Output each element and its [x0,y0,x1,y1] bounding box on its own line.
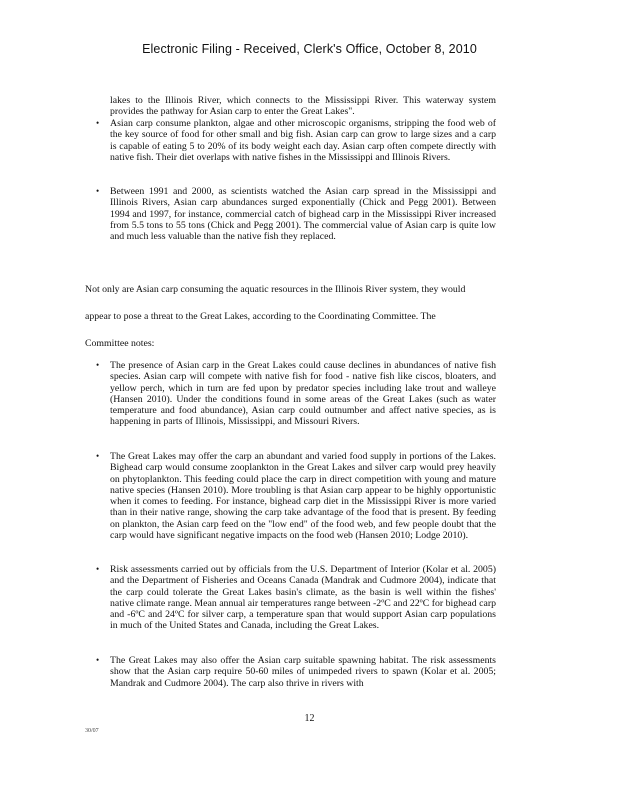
list-item-text: The presence of Asian carp in the Great Lakes could cause declines in abundances of native fish species. Asian carp will compete with native fish for food - native fish like ciscos, bloaters, and yellow perch, which in turn are fed upon by predator species including lake trout and walleye (Hansen 2010). Under the conditions found in some areas of the Great Lakes (such as water temperature and food abundance), Asian carp could outnumber and affect native species, as is happening in parts of Illinois, Mississippi, and Missouri Rivers. [110,360,496,428]
bullet-icon: • [96,186,100,196]
list-item-text: Asian carp consume plankton, algae and other microscopic organisms, stripping the food web of the key source of food for other small and big fish. Asian carp can grow to large sizes and a carp is capable of eating 5 to 20% of its body weight each day. Asian carp often compete directly with native fish. Their diet overlaps with native fishes in the Mississippi and Illinois Rivers. [110,118,496,163]
list-item-text: The Great Lakes may also offer the Asian carp suitable spawning habitat. The risk assessments show that the Asian carp require 50-60 miles of unimpeded rivers to spawn (Kolar et al. 2005; Mandrak and Cudmore 2004). The carp also thrive in rivers with [110,655,496,689]
paragraph-line: Not only are Asian carp consuming the aquatic resources in the Illinois River system, they would [85,284,466,295]
list-item: lakes to the Illinois River, which connects to the Mississippi River. This waterway system provides the pathway for Asian carp to enter the Great Lakes". [110,95,496,118]
paragraph-line: appear to pose a threat to the Great Lakes, according to the Coordinating Committee. The [85,311,436,322]
list-item [96,564,496,632]
page-number: 12 [304,713,315,724]
bullet-icon: • [96,564,100,574]
bullet-icon: • [96,655,100,665]
list-item [96,186,496,243]
list-item [96,118,496,163]
footer-code: 30/07 [85,728,99,734]
list-item [96,360,496,428]
list-item [96,451,496,542]
page-header: Electronic Filing - Received, Clerk's Office, October 8, 2010 [142,42,477,56]
bullet-icon: • [96,451,100,461]
list-item-text: Risk assessments carried out by officials from the U.S. Department of Interior (Kolar et al. 2005) and the Department of Fisheries and Oceans Canada (Mandrak and Cudmore 2004), indicate that the carp could tolerate the Great Lakes basin's climate, as the basin is well within the fishes' native climate range. Mean annual air temperatures range between -2ºC and 22ºC for bighead carp and -6ºC and 24ºC for silver carp, a temperature span that would support Asian carp populations in much of the United States and Canada, including the Great Lakes. [110,564,496,632]
list-item [96,655,496,689]
list-item-text: Between 1991 and 2000, as scientists watched the Asian carp spread in the Mississippi and Illinois Rivers, Asian carp abundances surged exponentially (Chick and Pegg 2001). Between 1994 and 1997, for instance, commercial catch of bighead carp in the Mississippi River increased from 5.5 tons to 55 tons (Chick and Pegg 2001). The commercial value of Asian carp is quite low and much less valuable than the native fish they replaced. [110,186,496,243]
bullet-icon: • [96,118,100,128]
paragraph-line: Committee notes: [85,338,155,349]
list-item-text: The Great Lakes may offer the carp an abundant and varied food supply in portions of the Lakes. Bighead carp would consume zooplankton in the Great Lakes and silver carp would prey heavily on phytoplankton. This feeding could place the carp in direct competition with young and mature native species (Hansen 2010). More troubling is that Asian carp appear to be highly opportunistic when it comes to feeding. For instance, bighead carp diet in the Mississippi River is more varied than in their native range, showing the carp take advantage of the food that is present. By feeding on plankton, the Asian carp feed on the "low end" of the food web, and few people doubt that the carp would have significant negative impacts on the food web (Hansen 2010; Lodge 2010). [110,451,496,542]
bullet-icon: • [96,360,100,370]
